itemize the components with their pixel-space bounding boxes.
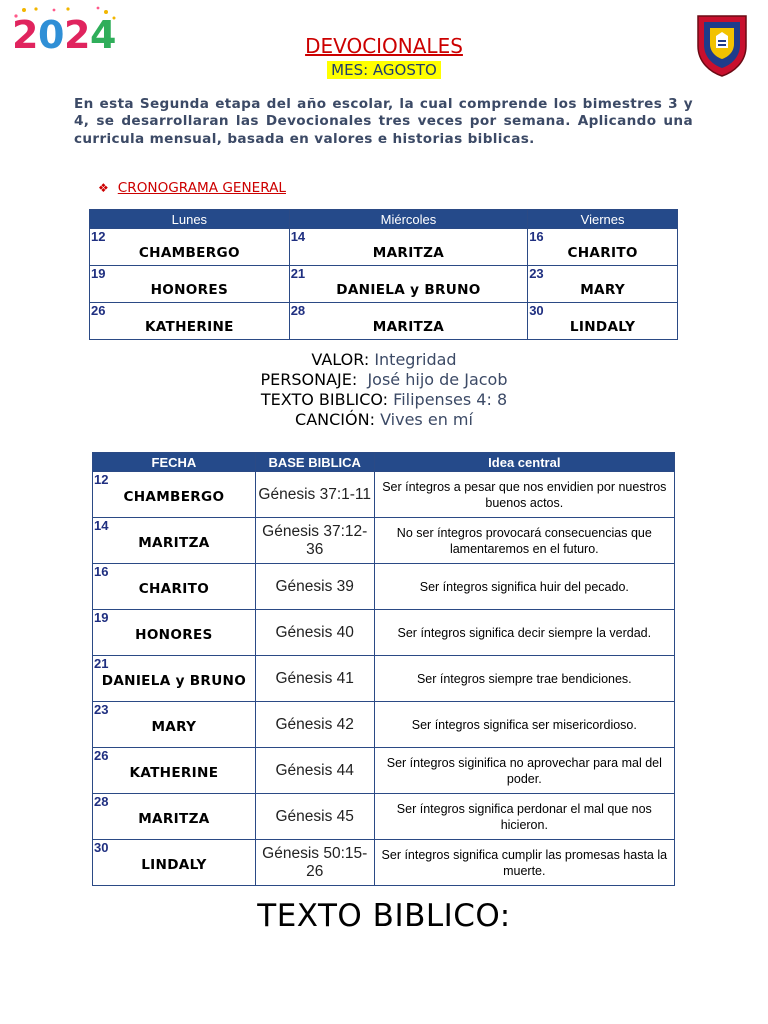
fecha-cell — [93, 748, 256, 794]
month-label-wrap — [0, 60, 768, 79]
texto-value: Filipenses 4: 8 — [393, 390, 508, 409]
devotionals-header-cell: BASE BIBLICA — [255, 453, 374, 472]
values-block — [0, 350, 768, 430]
fecha-cell — [93, 702, 256, 748]
table-row — [93, 610, 675, 656]
base-biblica-cell: Génesis 42 — [255, 702, 374, 748]
leader-name: MARY — [580, 282, 626, 298]
base-biblica-cell: Génesis 41 — [255, 656, 374, 702]
schedule-cell — [90, 266, 290, 303]
day-number: 14 — [290, 229, 306, 244]
fecha-cell — [93, 840, 256, 886]
base-biblica-cell: Génesis 40 — [255, 610, 374, 656]
day-number: 16 — [94, 564, 109, 579]
schedule-header-cell: Miércoles — [289, 210, 528, 229]
base-biblica-cell: Génesis 37:12-36 — [255, 518, 374, 564]
leader-name: LINDALY — [141, 857, 207, 873]
texto-line — [0, 390, 768, 410]
schedule-header-row — [90, 210, 678, 229]
schedule-row — [90, 266, 678, 303]
schedule-cell — [289, 266, 528, 303]
leader-name: CHAMBERGO — [123, 489, 225, 505]
day-number: 23 — [529, 266, 544, 281]
table-row — [93, 794, 675, 840]
fecha-cell — [93, 472, 256, 518]
leader-name: KATHERINE — [144, 319, 234, 335]
day-number: 12 — [94, 472, 109, 487]
table-row — [93, 472, 675, 518]
valor-line — [0, 350, 768, 370]
svg-text:0: 0 — [38, 13, 65, 52]
cronograma-heading — [98, 180, 286, 196]
day-number: 14 — [94, 518, 109, 533]
fecha-cell — [93, 794, 256, 840]
diamond-bullet-icon: ❖ — [98, 181, 109, 195]
day-number: 19 — [94, 610, 109, 625]
fecha-cell — [93, 564, 256, 610]
idea-central-cell: Ser íntegros significa perdonar el mal que nos hicieron. — [374, 794, 674, 840]
leader-name: LINDALY — [569, 319, 636, 335]
day-number: 23 — [94, 702, 109, 717]
intro-paragraph: En esta Segunda etapa del año escolar, la cual comprende los bimestres 3 y 4, se desarrollaran las Devocionales tres veces por semana. Aplicando una curricula mensual, basada en valores e historias biblicas. — [74, 96, 693, 147]
day-number: 26 — [94, 748, 109, 763]
base-biblica-cell: Génesis 45 — [255, 794, 374, 840]
cancion-value: Vives en mí — [380, 410, 473, 429]
page-title: DEVOCIONALES — [305, 34, 463, 58]
idea-central-cell: Ser íntegros a pesar que nos envidien por nuestros buenos actos. — [374, 472, 674, 518]
day-number: 30 — [94, 840, 109, 855]
base-biblica-cell: Génesis 50:15-26 — [255, 840, 374, 886]
idea-central-cell: Ser íntegros significa huir del pecado. — [374, 564, 674, 610]
cronograma-label: CRONOGRAMA GENERAL — [117, 180, 286, 196]
day-number: 30 — [529, 303, 544, 318]
schedule-cell — [528, 266, 678, 303]
leader-name: DANIELA y BRUNO — [101, 673, 247, 689]
day-number: 16 — [529, 229, 544, 244]
schedule-cell — [528, 229, 678, 266]
footer-title: TEXTO BIBLICO: — [257, 898, 511, 934]
personaje-label: PERSONAJE: — [260, 370, 358, 389]
idea-central-cell: No ser íntegros provocará consecuencias que lamentaremos en el futuro. — [374, 518, 674, 564]
day-number: 28 — [290, 303, 306, 318]
texto-label: TEXTO BIBLICO: — [260, 390, 389, 409]
leader-name: CHARITO — [567, 245, 638, 261]
svg-text:2: 2 — [12, 13, 39, 52]
leader-name: CHARITO — [138, 581, 210, 597]
personaje-value: José hijo de Jacob — [367, 370, 508, 389]
idea-central-cell: Ser íntegros significa ser misericordioso. — [374, 702, 674, 748]
devotionals-table — [92, 452, 675, 886]
day-number: 19 — [91, 266, 106, 281]
devotionals-header-cell: Idea central — [374, 453, 674, 472]
leader-name: MARITZA — [372, 245, 445, 261]
table-row — [93, 702, 675, 748]
day-number: 21 — [94, 656, 109, 671]
day-number: 21 — [290, 266, 306, 281]
schedule-table — [89, 209, 678, 340]
schedule-row — [90, 229, 678, 266]
schedule-cell — [90, 303, 290, 340]
table-row — [93, 748, 675, 794]
base-biblica-cell: Génesis 37:1-11 — [255, 472, 374, 518]
day-number: 12 — [91, 229, 106, 244]
fecha-cell — [93, 656, 256, 702]
schedule-header-cell: Viernes — [528, 210, 678, 229]
leader-name: MARITZA — [138, 811, 210, 827]
month-label: MES: AGOSTO — [327, 61, 441, 79]
personaje-line — [0, 370, 768, 390]
table-row — [93, 840, 675, 886]
valor-label: VALOR: — [311, 350, 370, 369]
svg-text:2: 2 — [64, 13, 91, 52]
table-row — [93, 656, 675, 702]
schedule-cell — [289, 229, 528, 266]
schedule-row — [90, 303, 678, 340]
valor-value: Integridad — [374, 350, 457, 369]
fecha-cell — [93, 518, 256, 564]
base-biblica-cell: Génesis 39 — [255, 564, 374, 610]
svg-text:4: 4 — [90, 13, 117, 52]
devotionals-header-cell: FECHA — [93, 453, 256, 472]
leader-name: MARITZA — [372, 319, 445, 335]
leader-name: HONORES — [150, 282, 229, 298]
schedule-header-cell: Lunes — [90, 210, 290, 229]
cancion-label: CANCIÓN: — [295, 410, 375, 429]
leader-name: DANIELA y BRUNO — [336, 282, 481, 298]
leader-name: KATHERINE — [129, 765, 219, 781]
schedule-cell — [289, 303, 528, 340]
idea-central-cell: Ser íntegros siginifica no aprovechar para mal del poder. — [374, 748, 674, 794]
day-number: 26 — [91, 303, 106, 318]
idea-central-cell: Ser íntegros significa cumplir las promesas hasta la muerte. — [374, 840, 674, 886]
base-biblica-cell: Génesis 44 — [255, 748, 374, 794]
table-row — [93, 564, 675, 610]
devotionals-header-row — [93, 453, 675, 472]
idea-central-cell: Ser íntegros siempre trae bendiciones. — [374, 656, 674, 702]
cancion-line — [0, 410, 768, 430]
leader-name: HONORES — [135, 627, 213, 643]
day-number: 28 — [94, 794, 109, 809]
fecha-cell — [93, 610, 256, 656]
leader-name: MARY — [151, 719, 197, 735]
leader-name: CHAMBERGO — [138, 245, 240, 261]
schedule-cell — [90, 229, 290, 266]
table-row — [93, 518, 675, 564]
leader-name: MARITZA — [138, 535, 210, 551]
schedule-cell — [528, 303, 678, 340]
idea-central-cell: Ser íntegros significa decir siempre la verdad. — [374, 610, 674, 656]
